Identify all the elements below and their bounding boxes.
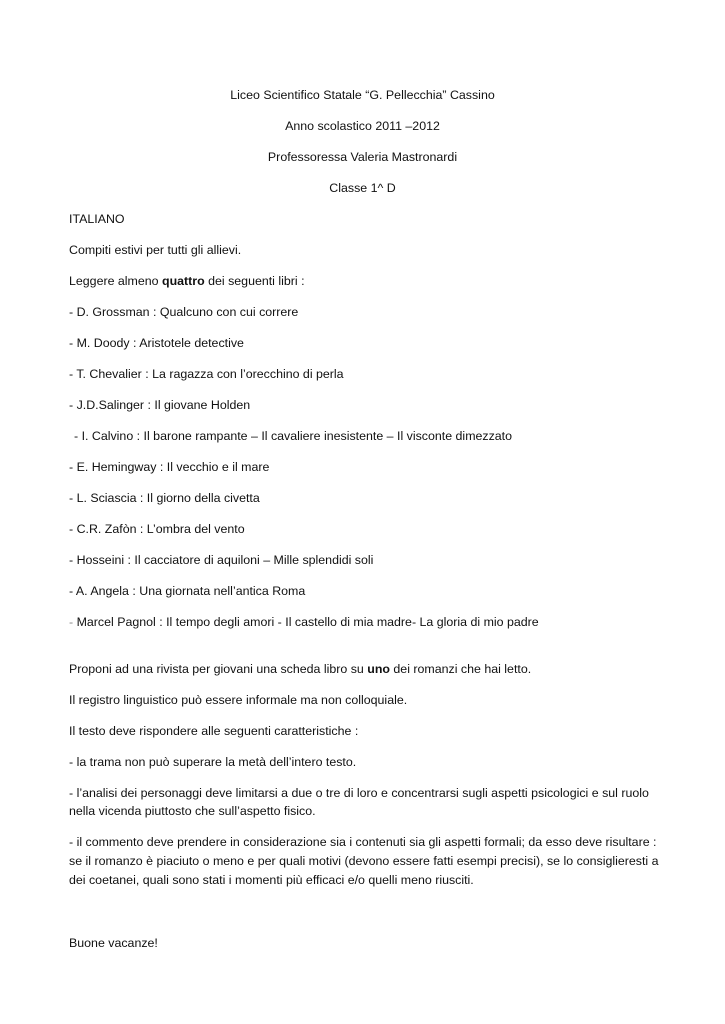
task-prefix: Proponi ad una rivista per giovani una scheda libro su (69, 662, 368, 676)
requirement-line: - l’analisi dei personaggi deve limitarsi a due o tre di loro e concentrarsi sugli aspetti psicologici e sul ruolo (69, 786, 649, 800)
book-item: - A. Angela : Una giornata nell’antica Roma (69, 584, 306, 598)
book-item: - C.R. Zafòn : L’ombra del vento (69, 522, 245, 536)
reading-prefix: Leggere almeno (69, 274, 162, 288)
book-item: - M. Doody : Aristotele detective (69, 336, 244, 350)
requirement-line: - il commento deve prendere in considerazione sia i contenuti sia gli aspetti formali; da esso deve risultare : (69, 835, 657, 849)
subject-heading: ITALIANO (69, 212, 125, 226)
book-item-text: Marcel Pagnol : Il tempo degli amori - Il castello di mia madre- La gloria di mio padre (73, 615, 539, 629)
requirement-line: nella vicenda piuttosto che sull’aspetto fisico. (69, 804, 316, 818)
book-item: - I. Calvino : Il barone rampante – Il cavaliere inesistente – Il visconte dimezzato (74, 429, 513, 443)
reading-instruction (69, 273, 305, 289)
requirement-line: - la trama non può superare la metà dell’intero testo. (69, 755, 357, 769)
task-emphasis: uno (367, 662, 390, 676)
class-label: Classe 1^ D (329, 181, 396, 195)
book-item: - E. Hemingway : Il vecchio e il mare (69, 460, 270, 474)
task-instruction (69, 661, 531, 677)
requirements-intro: Il testo deve rispondere alle seguenti caratteristiche : (69, 724, 359, 738)
reading-suffix: dei seguenti libri : (204, 274, 305, 288)
requirement-line: dei coetanei, quali sono stati i momenti più efficaci e/o quelli meno riusciti. (69, 873, 474, 887)
task-suffix: dei romanzi che hai letto. (389, 662, 532, 676)
book-item: - J.D.Salinger : Il giovane Holden (69, 398, 251, 412)
reading-emphasis: quattro (162, 274, 205, 288)
book-item: - Hosseini : Il cacciatore di aquiloni – Mille splendidi soli (69, 553, 374, 567)
book-item: - L. Sciascia : Il giorno della civetta (69, 491, 260, 505)
school-year: Anno scolastico 2011 –2012 (285, 119, 440, 133)
teacher-name: Professoressa Valeria Mastronardi (267, 150, 458, 164)
register-note: Il registro linguistico può essere informale ma non colloquiale. (69, 693, 408, 707)
intro-text: Compiti estivi per tutti gli allievi. (69, 243, 242, 257)
book-item-last (69, 614, 539, 630)
school-name: Liceo Scientifico Statale “G. Pellecchia” Cassino (230, 88, 495, 102)
requirement-line: se il romanzo è piaciuto o meno e per quali motivi (devono essere fatti esempi precisi), se lo consiglieresti a (69, 854, 659, 868)
book-item: - D. Grossman : Qualcuno con cui correre (69, 305, 299, 319)
list-dash: - (69, 615, 74, 629)
closing-greeting: Buone vacanze! (69, 936, 158, 950)
book-item: - T. Chevalier : La ragazza con l’orecchino di perla (69, 367, 344, 381)
